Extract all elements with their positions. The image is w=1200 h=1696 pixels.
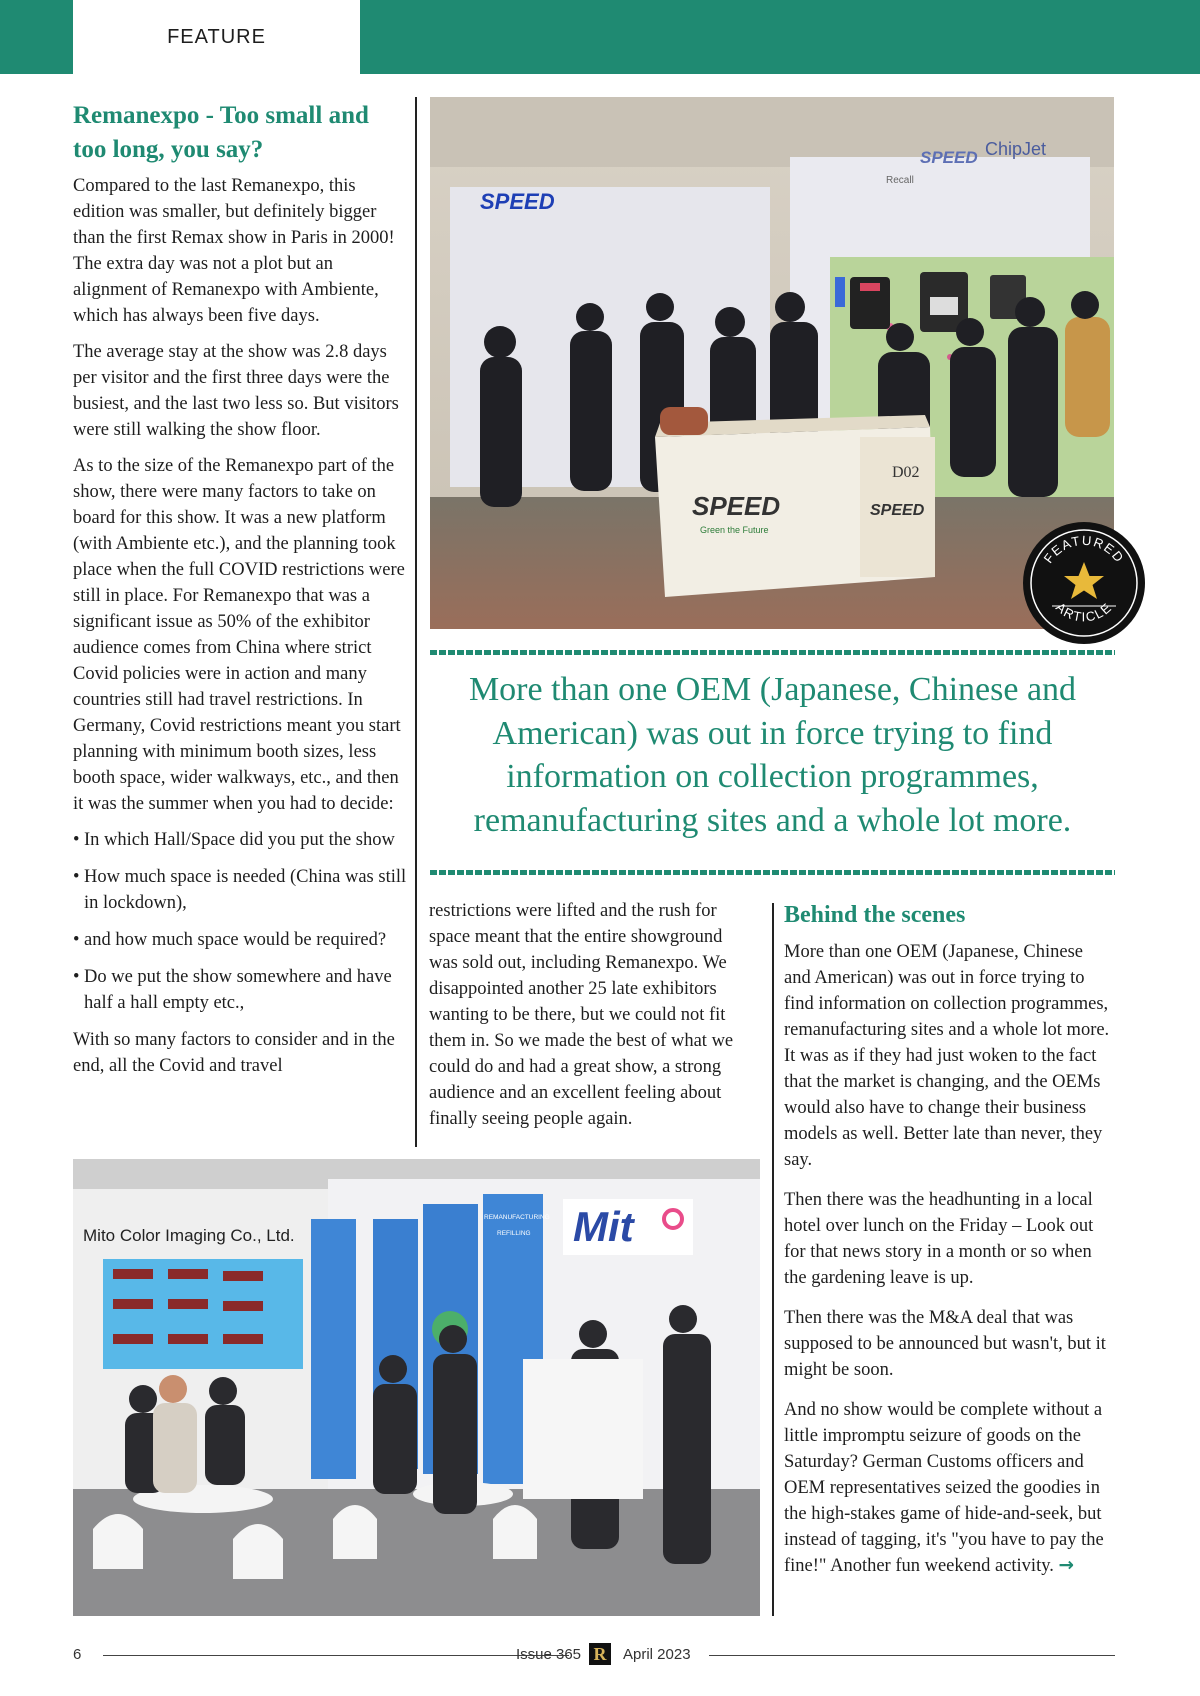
footer-rule: [709, 1655, 1115, 1656]
svg-text:FEATURED: [1041, 533, 1128, 566]
mito-booth-illustration: [73, 1159, 760, 1616]
mito-logo: Mit: [573, 1203, 634, 1250]
section-label: FEATURE: [73, 0, 360, 74]
magazine-logo-icon: R: [589, 1643, 611, 1665]
paragraph: Then there was the headhunting in a local hotel over lunch on the Friday – Look out for that news story in a month or so when the gardening leave is up.: [784, 1190, 1094, 1288]
bullet-item: • Do we put the show somewhere and have half a hall empty etc.,: [73, 964, 408, 1016]
article-headline: Remanexpo - Too small and too long, you say?: [73, 102, 369, 163]
featured-article-badge: [1023, 522, 1145, 644]
footer-rule: [103, 1655, 569, 1656]
issue-date: April 2023: [623, 1646, 691, 1663]
pull-quote: More than one OEM (Japanese, Chinese and American) was out in force trying to find information on collection programmes, remanufacturing sites and a whole lot more.: [468, 671, 1077, 839]
badge-text-top: FEATURED: [1040, 532, 1128, 566]
poster-remanufacturing: REMANUFACTURING: [484, 1214, 550, 1221]
badge-text-bottom: ARTICLE: [1052, 599, 1116, 625]
paragraph: With so many factors to consider and in the end, all the Covid and travel: [73, 1030, 395, 1076]
speed-sign-left: SPEED: [480, 189, 555, 214]
badge-artwork: [1025, 524, 1143, 642]
middle-column: [429, 898, 749, 1142]
paragraph: restrictions were lifted and the rush for space meant that the entire showground was sold out, including Remanexpo. We disappointed another 25 late exhibitors wanting to be there, but we could not fit them in. So we made the best of what we could do and had a great show, a strong audience and an excellent feeling about finally seeing people again.: [429, 901, 734, 1129]
issue-label: Issue 365: [515, 1646, 581, 1663]
page-number: 6: [73, 1646, 82, 1663]
bullet-item: • and how much space would be required?: [73, 927, 408, 953]
left-column: [73, 99, 408, 1089]
poster-refilling: REFILLING: [497, 1230, 531, 1237]
desk-speed-logo-side: SPEED: [870, 502, 925, 519]
speed-sign-right: SPEED: [920, 148, 978, 167]
paragraph: [784, 1397, 1114, 1579]
booth-illustration: [430, 97, 1114, 629]
paragraph: As to the size of the Remanexpo part of the show, there were many factors to take on board for this show. It was a new platform (with Ambiente etc.), and the planning took place when the full COVID restrictions were still in place. For Remanexpo that was a significant issue as 50% of the exhibitor audience comes from China where strict Covid policies were in action and many countries still had travel restrictions. In Germany, Covid restrictions meant you start planning with minimum booth sizes, less booth space, wider walkways, etc., and then it was the summer when you had to decide:: [73, 456, 405, 814]
star-icon: [1064, 562, 1104, 599]
desk-speed-logo: SPEED: [692, 491, 781, 521]
page-footer: [73, 1640, 1115, 1670]
column-divider: [772, 903, 774, 1616]
svg-text:ARTICLE: [1053, 599, 1115, 624]
right-column: [784, 899, 1114, 1589]
photo-mito-booth: [73, 1159, 760, 1616]
paragraph: Compared to the last Remanexpo, this edition was smaller, but definitely bigger than the first Remax show in Paris in 2000! The extra day was not a plot but an alignment of Remanexpo with Ambiente, which has always been five days.: [73, 176, 395, 326]
section-subhead: Behind the scenes: [784, 902, 966, 928]
booth-number: D02: [892, 464, 920, 481]
paragraph: Then there was the M&A deal that was supposed to be announced but wasn't, but it might be soon.: [784, 1308, 1106, 1380]
desk-tagline: Green the Future: [700, 525, 769, 535]
paragraph: More than one OEM (Japanese, Chinese and American) was out in force trying to find information on collection programmes, remanufacturing sites and a whole lot more. It was as if they had just woken to the fact that the market is changing, and the OEMs would also have to change their business models as well. Better late than never, they say.: [784, 942, 1110, 1170]
bullet-item: • In which Hall/Space did you put the show: [73, 827, 408, 853]
recall-sign: Recall: [886, 175, 914, 186]
bullet-item: • How much space is needed (China was still in lockdown),: [73, 864, 408, 916]
pullquote-rule-top: [430, 650, 1115, 655]
pullquote-rule-bottom: [430, 870, 1115, 875]
company-sign: Mito Color Imaging Co., Ltd.: [83, 1226, 295, 1245]
paragraph: The average stay at the show was 2.8 days per visitor and the first three days were the busiest, and the last two less so. But visitors were still walking the show floor.: [73, 342, 399, 440]
column-divider: [415, 97, 417, 1147]
photo-speed-booth: [430, 97, 1114, 629]
chipjet-sign: ChipJet: [985, 139, 1047, 159]
bullet-list: [73, 827, 408, 1016]
arrow-right-icon: →: [1058, 1555, 1075, 1576]
paragraph-text: And no show would be complete without a little impromptu seizure of goods on the Saturday? German Customs officers and OEM representatives seized the goodies in the high-stakes game of hide-and-seek, but instead of tagging, it's "you have to pay the fine!" Another fun weekend activity.: [784, 1400, 1104, 1576]
